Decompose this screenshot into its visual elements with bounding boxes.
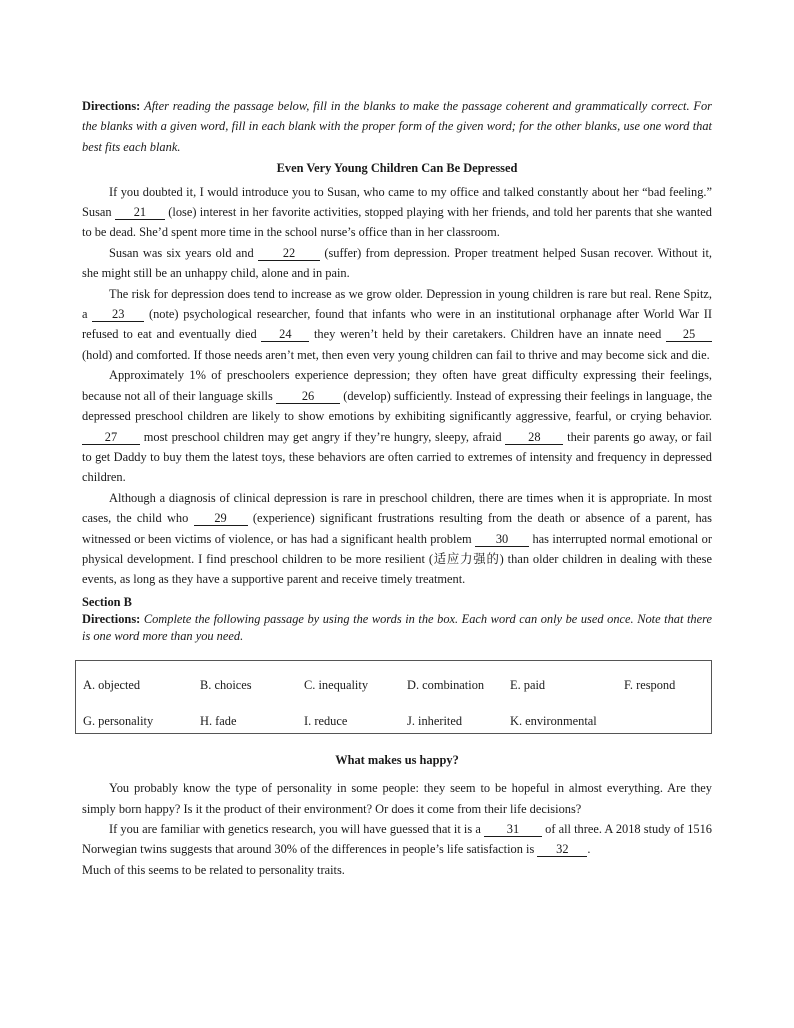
paragraph-5: Although a diagnosis of clinical depression is rare in preschool children, there are times when it is appropriate. In most cases, the child who 29 (experience) significant frustrations resulting from the death or absence of a parent, has witnessed or been victims of violence, or has had a significant health problem 30 has interrupted normal emotional or physical development. I find preschool children to be more resilient (适应力强的) than older children in dealing with these events, as long as they have a supportive parent and receive timely treatment. — [82, 490, 712, 587]
blank-32[interactable]: 32 — [537, 842, 587, 857]
word-option[interactable]: G. personality — [83, 713, 154, 728]
word-option[interactable]: D. combination — [407, 677, 485, 692]
directions-text: After reading the passage below, fill in the blanks to make the passage coherent and grammatically correct. For the blanks with a given word, fill in each blank with the proper form of the given word; for the other blanks, use one word that best fits each blank. — [82, 99, 712, 154]
blank-30[interactable]: 30 — [475, 532, 529, 547]
word-option[interactable]: F. respond — [624, 677, 676, 692]
directions-text: Complete the following passage by using the words in the box. Each word can only be used once. Note that there is one word more than you need. — [82, 611, 712, 643]
section-b-directions — [82, 611, 712, 645]
blank-31[interactable]: 31 — [484, 822, 542, 837]
paragraph-b1: You probably know the type of personality in some people: they seem to be hopeful in almost everything. Are they simply born happy? Is it the product of their environment? Or does it come from their life decisions? — [82, 781, 712, 816]
section-a-directions — [82, 96, 712, 157]
word-option[interactable]: B. choices — [200, 677, 252, 692]
paragraph-1: If you doubted it, I would introduce you to Susan, who came to my office and talked constantly about her “bad feeling.” Susan 21 (lose) interest in her favorite activities, stopped playing with her friends, and told her parents that she wanted to be dead. She’d spent more time in the school nurse’s office than in her classroom. — [82, 184, 712, 240]
word-option[interactable]: K. environmental — [510, 713, 597, 728]
word-bank-box — [75, 660, 712, 734]
paragraph-2: Susan was six years old and 22 (suffer) from depression. Proper treatment helped Susan recover. Without it, she might still be an unhappy child, alone and in pain. — [82, 245, 712, 281]
directions-label: Directions: — [82, 611, 141, 626]
word-option[interactable]: I. reduce — [304, 713, 348, 728]
blank-25[interactable]: 25 — [666, 327, 712, 342]
word-option[interactable]: H. fade — [200, 713, 237, 728]
worksheet-page — [82, 96, 712, 880]
blank-27[interactable]: 27 — [82, 430, 140, 445]
word-option[interactable]: J. inherited — [407, 713, 463, 728]
passage-title-b: What makes us happy? — [335, 752, 459, 767]
directions-label: Directions: — [82, 99, 141, 113]
passage-title-a: Even Very Young Children Can Be Depressed — [276, 161, 518, 176]
blank-29[interactable]: 29 — [194, 511, 248, 526]
paragraph-b3: Much of this seems to be related to personality traits. — [82, 862, 345, 877]
blank-26[interactable]: 26 — [276, 389, 340, 404]
paragraph-4: Approximately 1% of preschoolers experience depression; they often have great difficulty expressing their feelings, because not all of their language skills 26 (develop) sufficiently. Instead of expressing their feelings in language, the depressed preschool children are likely to show emotions by exhibiting significantly aggressive, fearful, or crying behavior. 27 most preschool children may get angry if they’re hungry, sleepy, afraid 28 their parents go away, or fail to get Daddy to buy them the latest toys, these behaviors are often carried to extremes of intensity and frequency in depressed children. — [82, 368, 712, 485]
blank-21[interactable]: 21 — [115, 205, 165, 220]
section-b-heading: Section B — [82, 594, 132, 609]
paragraph-3: The risk for depression does tend to increase as we grow older. Depression in young children is rare but real. Rene Spitz, a 23 (note) psychological researcher, found that infants who were in an institutional orphanage after World War II refused to eat and eventually died 24 they weren’t held by their caretakers. Children have an innate need 25 (hold) and comforted. If those needs aren’t met, then even very young children can fail to thrive and may become sick and die. — [82, 286, 712, 362]
paragraph-b2: If you are familiar with genetics research, you will have guessed that it is a 31 of all three. A 2018 study of 1516 Norwegian twins suggests that around 30% of the differences in people’s life satisfaction is 32 . — [82, 821, 712, 857]
word-option[interactable]: E. paid — [510, 677, 546, 692]
blank-28[interactable]: 28 — [505, 430, 563, 445]
blank-24[interactable]: 24 — [261, 327, 309, 342]
word-option[interactable]: A. objected — [83, 677, 141, 692]
word-option[interactable]: C. inequality — [304, 677, 369, 692]
blank-23[interactable]: 23 — [92, 307, 144, 322]
blank-22[interactable]: 22 — [258, 246, 320, 261]
